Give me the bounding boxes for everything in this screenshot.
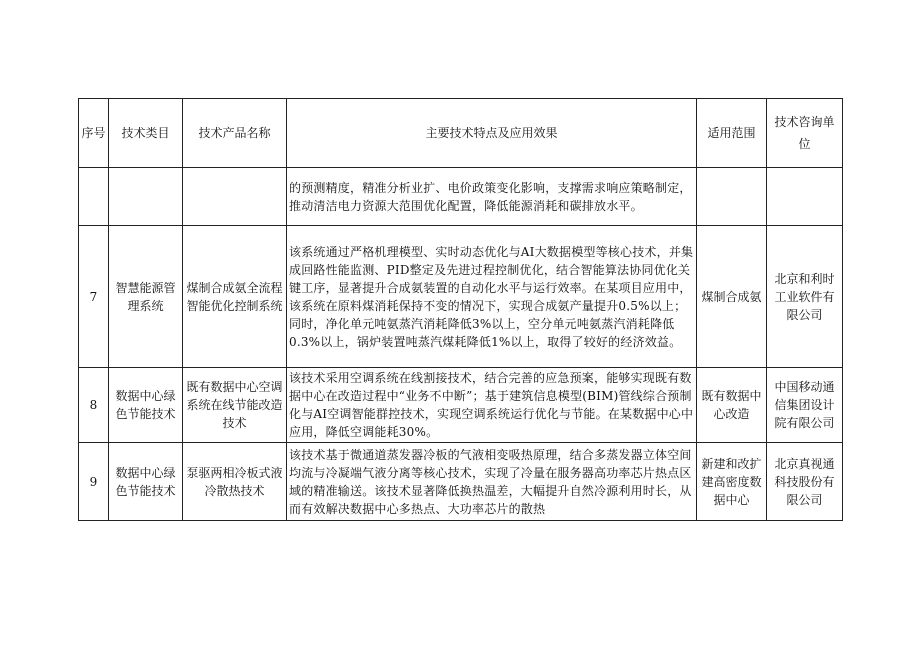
table-row: [79, 168, 843, 226]
header-category: 技术类目: [109, 99, 183, 168]
row-index: 8: [79, 368, 109, 443]
row-category: 数据中心绿色节能技术: [109, 368, 183, 443]
header-consultant: 技术咨询单位: [767, 99, 843, 168]
table-row: [79, 443, 843, 521]
row-index: 7: [79, 226, 109, 368]
row-consultant: 北京真视通科技股份有限公司: [767, 443, 843, 521]
technology-table: [78, 98, 843, 521]
row-product: 既有数据中心空调系统在线节能改造技术: [183, 368, 287, 443]
row-scope: 既有数据中心改造: [697, 368, 767, 443]
row-consultant: 北京和利时工业软件有限公司: [767, 226, 843, 368]
row-category: 智慧能源管理系统: [109, 226, 183, 368]
row-category: 数据中心绿色节能技术: [109, 443, 183, 521]
row-category: [109, 168, 183, 226]
row-consultant: [767, 168, 843, 226]
header-product: 技术产品名称: [183, 99, 287, 168]
table-row: [79, 226, 843, 368]
row-scope: 新建和改扩建高密度数据中心: [697, 443, 767, 521]
header-features: 主要技术特点及应用效果: [287, 99, 697, 168]
row-product: [183, 168, 287, 226]
row-scope: 煤制合成氨: [697, 226, 767, 368]
row-scope: [697, 168, 767, 226]
row-features: 该技术基于微通道蒸发器冷板的气液相变吸热原理，结合多蒸发器立体空间均流与冷凝端气液分离等核心技术，实现了冷量在服务器高功率芯片热点区域的精准输送。该技术显著降低换热温差，大幅提升自然冷源利用时长，从而有效解决数据中心多热点、大功率芯片的散热: [287, 443, 697, 521]
table-row: [79, 368, 843, 443]
header-row: [79, 99, 843, 168]
header-scope: 适用范围: [697, 99, 767, 168]
row-features: 的预测精度，精准分析业扩、电价政策变化影响，支撑需求响应策略制定，推动清洁电力资源大范围优化配置，降低能源消耗和碳排放水平。: [287, 168, 697, 226]
header-index: 序号: [79, 99, 109, 168]
row-features: 该技术采用空调系统在线割接技术，结合完善的应急预案，能够实现既有数据中心在改造过程中“业务不中断”；基于建筑信息模型(BIM)管线综合预制化与AI空调智能群控技术，实现空调系统运行优化与节能。在某数据中心中应用，降低空调能耗30%。: [287, 368, 697, 443]
row-index: [79, 168, 109, 226]
row-consultant: 中国移动通信集团设计院有限公司: [767, 368, 843, 443]
row-product: 泵驱两相冷板式液冷散热技术: [183, 443, 287, 521]
row-features: 该系统通过严格机理模型、实时动态优化与AI大数据模型等核心技术，并集成回路性能监测、PID整定及先进过程控制优化，结合智能算法协同优化关键工序，显著提升合成氨装置的自动化水平与运行效率。在某项目应用中，该系统在原料煤消耗保持不变的情况下，实现合成氨产量提升0.5%以上；同时，净化单元吨氨蒸汽消耗降低3%以上，空分单元吨氨蒸汽消耗降低0.3%以上，锅炉装置吨蒸汽煤耗降低1%以上，取得了较好的经济效益。: [287, 226, 697, 368]
row-product: 煤制合成氨全流程智能优化控制系统: [183, 226, 287, 368]
row-index: 9: [79, 443, 109, 521]
